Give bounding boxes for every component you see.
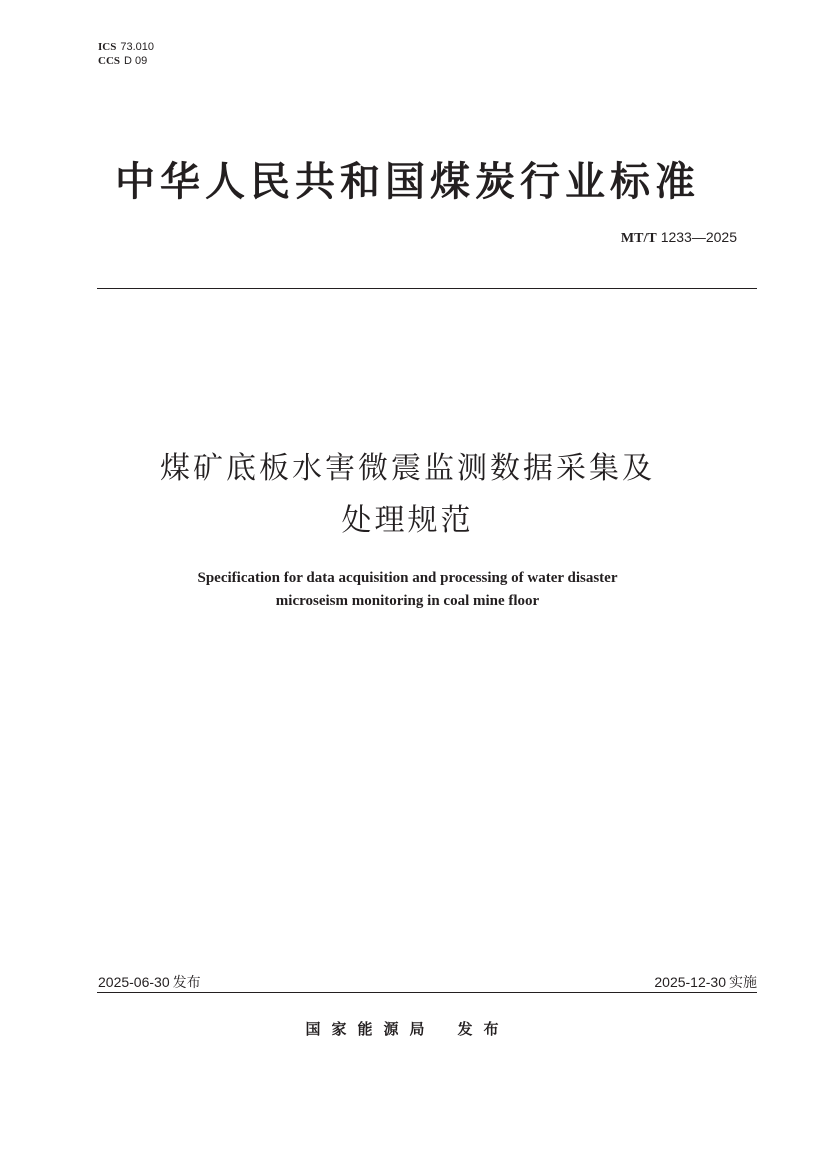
standard-category-title: 中华人民共和国煤炭行业标准 — [115, 159, 700, 205]
ics-label: ICS — [98, 41, 117, 53]
chinese-title-line-1: 煤矿底板水害微震监测数据采集及 — [160, 451, 655, 486]
bottom-divider — [97, 992, 757, 993]
classification-codes — [98, 40, 154, 68]
issue-date-value: 2025-06-30 — [98, 974, 170, 990]
issue-date-label: 发布 — [172, 975, 201, 991]
ics-value: 73.010 — [120, 41, 154, 53]
english-title-line-2: microseism monitoring in coal mine floor — [275, 593, 540, 609]
issuing-authority — [0, 1018, 815, 1039]
issuer-organization: 国家能源局 — [305, 1020, 436, 1038]
chinese-title — [0, 443, 815, 547]
implementation-date-value: 2025-12-30 — [654, 974, 726, 990]
english-title-line-1: Specification for data acquisition and processing of water disaster — [197, 570, 618, 586]
ccs-value: D 09 — [124, 55, 148, 67]
ccs-code — [98, 54, 154, 68]
standard-number — [621, 229, 737, 247]
issue-date — [98, 972, 201, 992]
implementation-date — [654, 972, 757, 992]
ics-code — [98, 40, 154, 54]
chinese-title-line-2: 处理规范 — [341, 503, 474, 538]
implementation-date-label: 实施 — [729, 975, 757, 991]
top-divider — [97, 288, 757, 289]
ccs-label: CCS — [98, 55, 121, 67]
standard-number-value: 1233—2025 — [660, 229, 737, 245]
standard-number-prefix: MT/T — [620, 231, 657, 246]
english-title — [0, 567, 815, 613]
issuer-action: 发布 — [457, 1020, 510, 1038]
